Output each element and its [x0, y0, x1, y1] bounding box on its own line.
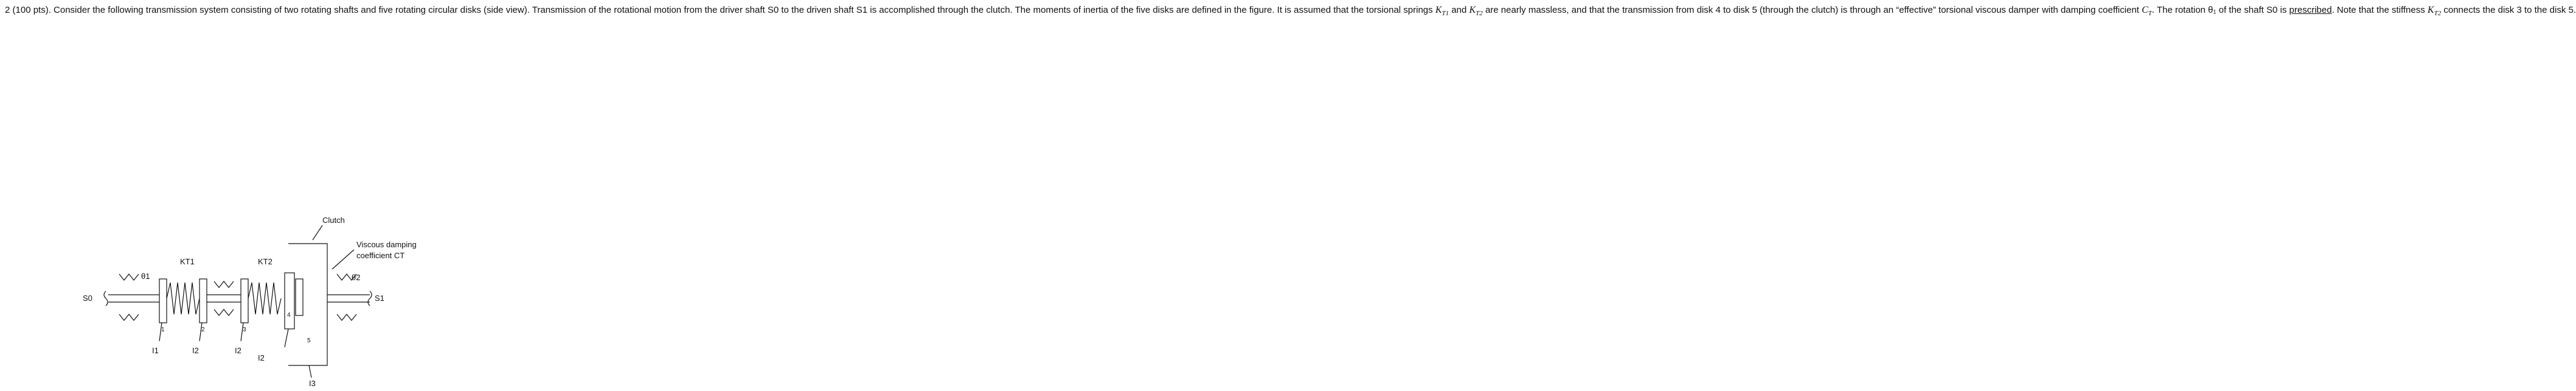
problem-text2: are nearly massless, and that the transmission from disk 4 to disk 5 (through the clutch) is through an “effective” torsional viscous damper with damping coefficient	[1485, 5, 2139, 15]
clutch-label: Clutch	[322, 216, 345, 225]
shaft-s1-end	[368, 291, 372, 306]
viscous-label-2: coefficient CT	[356, 251, 405, 260]
inertia-label-5: I3	[309, 379, 316, 388]
kt2-math-2: $K_{T2}$	[2427, 5, 2442, 18]
inertia-label-3: I2	[235, 346, 241, 355]
problem-text5: connects the disk 3 to the disk 5.	[2443, 5, 2576, 15]
bearing-top-s0	[119, 274, 139, 280]
inertia-label-2: I2	[192, 346, 199, 355]
disk-label-3: 3	[243, 326, 246, 333]
disk-2	[200, 279, 207, 323]
disk-label-1: 1	[161, 326, 165, 333]
problem-text4: . Note that the stiffness	[2331, 5, 2425, 15]
viscous-leader	[332, 250, 354, 269]
s0-label: S0	[83, 294, 92, 303]
problem-header: 2 (100 pts). Consider the following transmission system consisting of two rotating shafts and five rotating circular disks (side view). Transmission of the rotational motion from the driver shaft S0 to the driven shaft S1 is accomplished through the clutch. The moments of inertia of the five disks are defined in the figure. It is assumed that the torsional springs	[5, 5, 1433, 15]
disk-1	[159, 279, 167, 323]
viscous-label-1: Viscous damping	[356, 240, 417, 249]
kt2-label: KT2	[258, 257, 273, 266]
theta1-label: θ1	[141, 272, 150, 281]
spring-kt1	[167, 283, 200, 314]
kt1-math: $K_{T1}$	[1435, 5, 1449, 18]
disk-4	[285, 273, 294, 329]
shaft-s0-end	[104, 291, 108, 306]
disk-label-4: 4	[287, 312, 291, 319]
kt1-label: KT1	[180, 257, 195, 266]
disk-3	[241, 279, 248, 323]
prescribed-word: prescribed	[2289, 5, 2332, 15]
inertia-label-1: I1	[152, 346, 159, 355]
problem-line	[5, 2, 2576, 21]
inertia-label-4: I2	[258, 353, 265, 362]
clutch-leader	[313, 225, 322, 240]
disk-label-2: 2	[201, 326, 205, 333]
theta2-label: θ2	[352, 273, 361, 282]
kt2-math: $K_{T2}$	[1469, 5, 1483, 18]
bearing-mid	[214, 281, 234, 287]
ct-math: $C_T$	[2141, 5, 2152, 18]
spring-kt2	[248, 283, 281, 314]
transmission-figure	[0, 201, 508, 391]
problem-text3: . The rotation θ₁ of the shaft S0 is	[2151, 5, 2287, 15]
s1-label: S1	[375, 294, 384, 303]
and-text: and	[1451, 5, 1467, 15]
problem-text	[5, 2, 2576, 21]
disk-label-5: 5	[307, 337, 311, 344]
